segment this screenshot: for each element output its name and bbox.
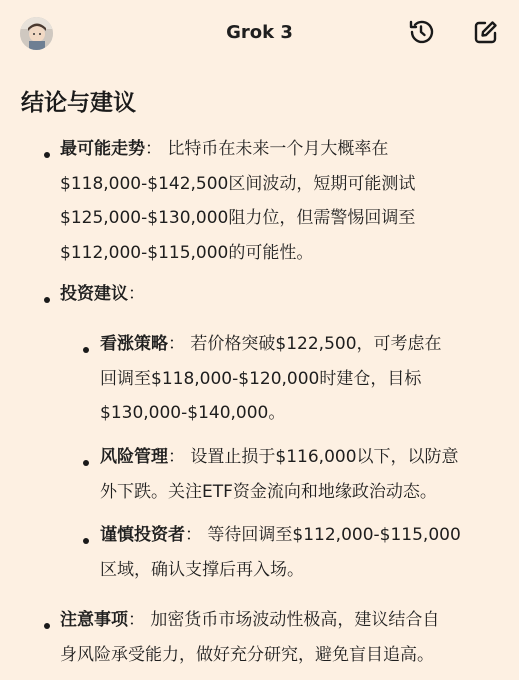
- item-text: 加密货币市场波动性极高，建议结合自: [150, 610, 440, 630]
- item-sep: ：: [145, 139, 162, 159]
- item-sep: ：: [168, 447, 185, 467]
- item-label: 投资建议: [60, 284, 128, 304]
- sub-item-bullish: [100, 327, 442, 431]
- sub-item-label: 看涨策略: [100, 334, 168, 354]
- bullet-icon: [44, 297, 50, 303]
- bullet-icon: [44, 623, 50, 629]
- edit-icon[interactable]: [470, 16, 502, 48]
- list-item-notes: [60, 603, 439, 672]
- item-label: 最可能走势: [60, 139, 145, 159]
- item-text: $125,000-$130,000阻力位，但需警惕回调至: [60, 208, 416, 228]
- list-item-advice: [60, 277, 145, 312]
- item-text: $118,000-$142,500区间波动，短期可能测试: [60, 173, 416, 194]
- item-text: 等待回调至$112,000-$115,000: [207, 525, 461, 545]
- sub-item-label: 谨慎投资者: [100, 525, 185, 545]
- bullet-icon: [83, 460, 89, 466]
- bullet-icon: [83, 347, 89, 353]
- item-text: 身风险承受能力，做好充分研究，避免盲目追高。: [60, 644, 434, 665]
- bullet-icon: [83, 538, 89, 544]
- item-text: 外下跌。关注ETF资金流向和地缘政治动态。: [100, 481, 437, 502]
- item-text: $112,000-$115,000的可能性。: [60, 242, 314, 263]
- sub-item-label: 风险管理: [100, 447, 168, 467]
- chat-title: Grok 3: [226, 22, 293, 43]
- bullet-icon: [44, 152, 50, 158]
- list-item-trend: [60, 132, 415, 270]
- item-sep: ：: [128, 284, 145, 304]
- history-icon[interactable]: [405, 16, 437, 48]
- item-text: 若价格突破$122,500，可考虑在: [190, 334, 442, 354]
- top-bar: [0, 0, 519, 70]
- item-text: 比特币在未来一个月大概率在: [167, 139, 389, 159]
- item-sep: ：: [185, 525, 202, 545]
- item-text: $130,000-$140,000。: [100, 403, 286, 423]
- sub-item-risk: [100, 440, 459, 509]
- item-label: 注意事项: [60, 610, 128, 630]
- item-text: 区域，确认支撑后再入场。: [100, 559, 304, 580]
- item-sep: ：: [168, 334, 185, 354]
- sub-item-cautious: [100, 518, 461, 587]
- section-heading: 结论与建议: [21, 90, 136, 116]
- item-sep: ：: [128, 610, 145, 630]
- item-text: 回调至$118,000-$120,000时建仓，目标: [100, 368, 422, 389]
- item-text: 设置止损于$116,000以下，以防意: [190, 447, 459, 467]
